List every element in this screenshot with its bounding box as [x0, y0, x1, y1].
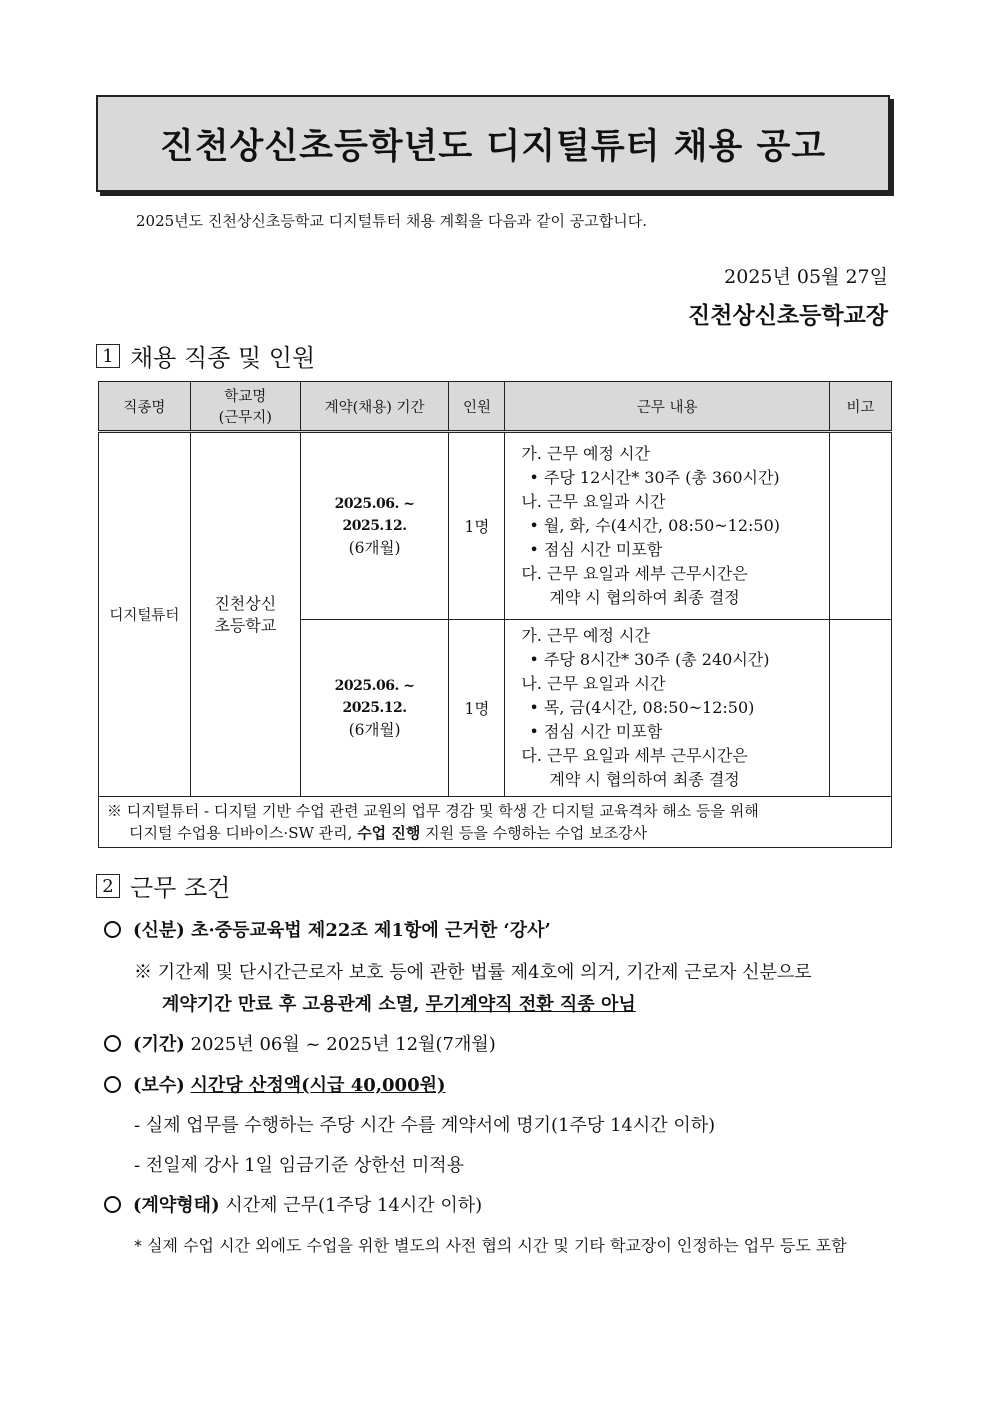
note-line2 [107, 822, 883, 844]
work-line: • 점심 시간 미포함 [529, 722, 663, 741]
status-note-b2: 무기계약직 전환 직종 아님 [425, 994, 636, 1015]
work-line: 가. 근무 예정 시간 [521, 444, 650, 463]
cell-job: 디지털튜터 [99, 432, 191, 797]
announcement-date: 2025년 05월 27일 [724, 266, 888, 288]
header-remark: 비고 [830, 382, 892, 432]
work-line: 나. 근무 요일과 시간 [521, 492, 666, 511]
period-months: (6개월) [348, 721, 401, 739]
condition-period-label: (기간) [133, 1034, 185, 1055]
cell-work [505, 620, 830, 797]
pay-sub1: - 실제 업무를 수행하는 주당 시간 수를 계약서에 명기(1주당 14시간 이하) [134, 1115, 716, 1136]
work-line: 나. 근무 요일과 시간 [521, 674, 666, 693]
section1-number: 1 [96, 344, 120, 368]
cell-work [505, 432, 830, 620]
period-months: (6개월) [348, 539, 401, 557]
cell-school [190, 432, 300, 797]
work-line: 다. 근무 요일과 세부 근무시간은 [521, 564, 748, 583]
work-line: 다. 근무 요일과 세부 근무시간은 [521, 746, 748, 765]
section1-title: 채용 직종 및 인원 [130, 344, 316, 372]
section2-number: 2 [96, 874, 120, 898]
recruitment-table [98, 381, 892, 848]
condition-contract-label: (계약형태) [133, 1195, 220, 1216]
period-range: 2025.06. ~ 2025.12. [334, 496, 415, 534]
work-line: • 주당 12시간* 30주 (총 360시간) [529, 468, 780, 487]
note-line2b: 수업 진행 [357, 824, 421, 842]
cell-period [300, 620, 449, 797]
status-note-line2 [162, 990, 636, 1016]
period-range: 2025.06. ~ 2025.12. [334, 678, 415, 716]
condition-pay-label: (보수) [133, 1075, 185, 1096]
section2-heading [96, 868, 230, 903]
header-count: 인원 [449, 382, 505, 432]
cell-remark [830, 432, 892, 620]
condition-status [104, 916, 551, 942]
work-line: 계약 시 협의하여 최종 결정 [549, 588, 740, 607]
work-line: • 목, 금(4시간, 08:50~12:50) [529, 698, 755, 717]
cell-count: 1명 [449, 620, 505, 797]
school-line2: 초등학교 [214, 615, 277, 635]
note-line1: ※ 디지털튜터 - 디지털 기반 수업 관련 교원의 업무 경감 및 학생 간 디지털 교육격차 해소 등을 위해 [107, 802, 759, 820]
header-period: 계약(채용) 기간 [300, 382, 449, 432]
condition-period-text: 2025년 06월 ~ 2025년 12월(7개월) [184, 1034, 496, 1055]
table-note-row [99, 797, 892, 848]
note-line2a: 디지털 수업용 디바이스·SW 관리, [129, 824, 358, 842]
status-note-line1: ※ 기간제 및 단시간근로자 보호 등에 관한 법률 제4호에 의거, 기간제 근로자 신분으로 [134, 962, 812, 983]
issuer-name: 진천상신초등학교장 [688, 302, 888, 329]
circle-bullet-icon [104, 1076, 121, 1093]
table-row [99, 432, 892, 620]
condition-period [104, 1030, 496, 1056]
work-line: 가. 근무 예정 시간 [521, 626, 650, 645]
header-work: 근무 내용 [505, 382, 830, 432]
cell-remark [830, 620, 892, 797]
header-school-line2: (근무지) [218, 410, 272, 426]
intro-text: 2025년도 진천상신초등학교 디지털튜터 채용 계획을 다음과 같이 공고합니다. [136, 212, 648, 230]
school-line1: 진천상신 [214, 593, 277, 613]
page-title: 진천상신초등학년도 디지털튜터 채용 공고 [159, 126, 827, 167]
work-line: • 점심 시간 미포함 [529, 540, 663, 559]
condition-pay [104, 1071, 446, 1097]
condition-contract-text: 시간제 근무(1주당 14시간 이하) [219, 1195, 483, 1216]
condition-contract [104, 1191, 482, 1217]
table-note [99, 797, 892, 848]
cell-period [300, 432, 449, 620]
cell-count: 1명 [449, 432, 505, 620]
pay-sub2: - 전일제 강사 1일 임금기준 상한선 미적용 [134, 1155, 465, 1176]
header-school [190, 382, 300, 432]
work-line: 계약 시 협의하여 최종 결정 [549, 770, 740, 789]
condition-status-text: (신분) 초·중등교육법 제22조 제1항에 근거한 ‘강사’ [133, 920, 551, 941]
status-note-b1: 계약기간 만료 후 고용관계 소멸, [162, 994, 426, 1015]
condition-pay-text: 시간당 산정액(시급 40,000원) [190, 1075, 446, 1096]
header-school-line1: 학교명 [224, 389, 267, 405]
title-box [96, 95, 890, 192]
circle-bullet-icon [104, 1035, 121, 1052]
contract-note: * 실제 수업 시간 외에도 수업을 위한 별도의 사전 협의 시간 및 기타 학교장이 인정하는 업무 등도 포함 [134, 1236, 847, 1255]
circle-bullet-icon [104, 921, 121, 938]
note-line2c: 지원 등을 수행하는 수업 보조강사 [420, 824, 648, 842]
table-header-row [99, 382, 892, 432]
header-job: 직종명 [99, 382, 191, 432]
work-line: • 주당 8시간* 30주 (총 240시간) [529, 650, 770, 669]
work-line: • 월, 화, 수(4시간, 08:50~12:50) [529, 516, 781, 535]
section1-heading [96, 338, 315, 373]
section2-title: 근무 조건 [130, 874, 231, 902]
circle-bullet-icon [104, 1196, 121, 1213]
